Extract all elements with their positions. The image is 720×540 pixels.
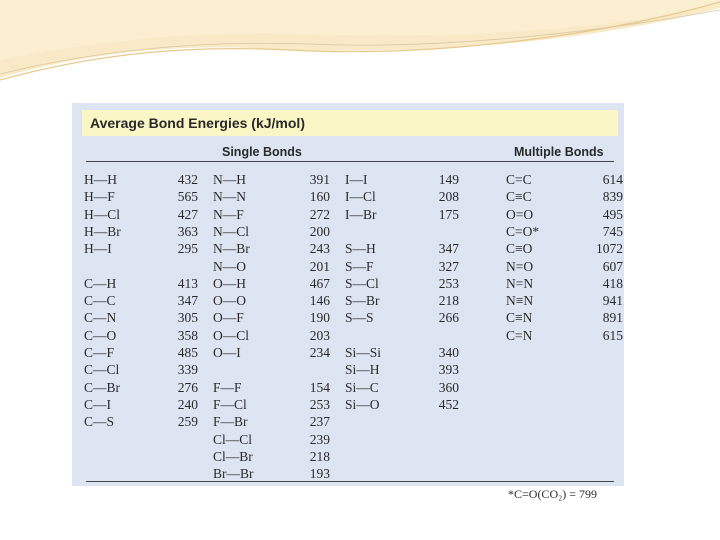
bond-energy-value: 240	[177, 396, 198, 412]
multiple-bonds-header: Multiple Bonds	[514, 145, 604, 159]
bond-energy-value: 485	[177, 345, 198, 360]
bond-label: C—I	[84, 396, 111, 412]
bond-energy-value: 615	[602, 327, 623, 343]
bond-energy-value: 305	[177, 310, 198, 326]
bond-energy-value: 266	[438, 310, 459, 326]
bond-energy-value: 203	[309, 327, 330, 343]
bond-energy-value: 208	[438, 189, 459, 205]
footnote: *C=O(CO₂) = 799	[508, 487, 598, 501]
bond-energy-value: 358	[177, 327, 198, 343]
bond-label: O—F	[213, 310, 244, 326]
bond-label: F—Cl	[213, 396, 247, 412]
bond-label: C—S	[84, 414, 115, 430]
bond-label: N=O	[506, 258, 534, 274]
bond-label: Si—O	[345, 396, 380, 412]
bond-energy-value: 218	[438, 293, 459, 309]
bond-energy-value: 200	[309, 223, 330, 239]
bond-label: N—H	[213, 172, 246, 187]
bond-energy-value: 607	[602, 258, 623, 274]
single-bonds-header: Single Bonds	[222, 145, 302, 159]
bond-label: F—F	[213, 379, 242, 395]
bond-label: Si—Si	[345, 345, 382, 360]
bond-energy-value: 154	[309, 379, 330, 395]
bond-label: O—H	[213, 275, 246, 291]
bond-label: Br—Br	[213, 466, 254, 482]
bond-label: Cl—Cl	[213, 431, 253, 447]
bond-label: H—H	[84, 172, 117, 187]
bond-label: N—O	[213, 258, 246, 274]
bond-label: S—H	[345, 241, 376, 257]
bond-label: I—I	[345, 172, 368, 187]
bond-energy-value: 363	[177, 223, 198, 239]
bond-label: I—Br	[345, 206, 377, 222]
bond-energy-value: 347	[177, 293, 198, 309]
bond-energy-value: 745	[602, 223, 623, 239]
bond-label: O—Cl	[213, 327, 250, 343]
bond-label: N—N	[213, 189, 246, 205]
bond-label: H—I	[84, 241, 112, 257]
bond-label: I—Cl	[345, 189, 376, 205]
bond-energy-value: 340	[438, 345, 459, 360]
bond-label: S—Cl	[345, 275, 379, 291]
bond-label: C—N	[84, 310, 117, 326]
bond-energy-value: 614	[602, 172, 623, 187]
table-title: Average Bond Energies (kJ/mol)	[90, 115, 305, 131]
bond-label: C=C	[506, 172, 532, 187]
bond-energy-value: 146	[309, 293, 330, 309]
bond-energy-value: 347	[438, 241, 459, 257]
bond-energy-value: 193	[309, 466, 330, 482]
bond-label: C—Cl	[84, 362, 120, 378]
bond-label: S—S	[345, 310, 374, 326]
bond-energy-value: 565	[177, 189, 198, 205]
bond-energy-value: 1072	[596, 241, 623, 257]
bond-energy-value: 276	[177, 379, 198, 395]
bond-energies-table	[72, 103, 624, 501]
bond-label: C—H	[84, 275, 117, 291]
bond-label: C≡C	[506, 189, 532, 205]
bond-label: N=N	[506, 275, 534, 291]
bond-label: C—F	[84, 345, 115, 360]
bond-label: C—C	[84, 293, 116, 309]
bond-energy-value: 467	[309, 275, 330, 291]
bond-label: C=O*	[506, 223, 540, 239]
bond-label: H—F	[84, 189, 115, 205]
bond-label: S—Br	[345, 293, 380, 309]
bond-energy-value: 149	[438, 172, 459, 187]
bond-label: C≡O	[506, 241, 533, 257]
bond-label: O—I	[213, 345, 241, 360]
bond-energy-value: 239	[309, 431, 330, 447]
bond-label: C≡N	[506, 310, 533, 326]
bond-label: C—Br	[84, 379, 121, 395]
bond-energy-value: 418	[602, 275, 623, 291]
bond-energy-value: 391	[309, 172, 330, 187]
bond-energy-value: 393	[438, 362, 459, 378]
bond-energy-value: 237	[309, 414, 330, 430]
bond-energy-value: 295	[177, 241, 198, 257]
bond-energy-value: 253	[438, 275, 459, 291]
bond-label: N—F	[213, 206, 244, 222]
bond-energy-value: 941	[602, 293, 623, 309]
bond-label: C=N	[506, 327, 533, 343]
bond-label: H—Cl	[84, 206, 121, 222]
bond-label: H—Br	[84, 223, 121, 239]
bond-energy-value: 218	[309, 448, 330, 464]
bond-energy-value: 253	[309, 396, 330, 412]
bond-label: F—Br	[213, 414, 248, 430]
bond-energy-value: 413	[177, 275, 198, 291]
bond-label: N—Br	[213, 241, 250, 257]
bond-energy-value: 259	[177, 414, 198, 430]
bond-energy-value: 327	[438, 258, 459, 274]
bond-label: C—O	[84, 327, 117, 343]
bond-energy-value: 272	[309, 206, 330, 222]
header-rule	[86, 161, 614, 162]
bond-energy-value: 891	[602, 310, 623, 326]
bond-label: S—F	[345, 258, 374, 274]
bond-energy-value: 243	[309, 241, 330, 257]
bottom-rule	[86, 481, 614, 482]
bond-energy-value: 234	[309, 345, 330, 360]
bond-energy-value: 190	[309, 310, 330, 326]
bond-label: Cl—Br	[213, 448, 253, 464]
bond-label: Si—C	[345, 379, 379, 395]
bond-label: N—Cl	[213, 223, 250, 239]
bond-energy-value: 452	[438, 396, 459, 412]
bond-energy-value: 432	[177, 172, 198, 187]
bond-energy-value: 175	[438, 206, 459, 222]
bond-energy-value: 495	[602, 206, 623, 222]
header-swoosh-decoration	[0, 0, 720, 100]
bond-energy-value: 160	[309, 189, 330, 205]
bond-label: Si—H	[345, 362, 380, 378]
bond-label: O=O	[506, 206, 534, 222]
bond-label: O—O	[213, 293, 246, 309]
bond-energy-value: 427	[177, 206, 198, 222]
bond-energy-value: 839	[602, 189, 623, 205]
bond-label: N≡N	[506, 293, 534, 309]
bond-energy-value: 360	[438, 379, 459, 395]
bond-energy-value: 201	[309, 258, 330, 274]
bond-energy-value: 339	[177, 362, 198, 378]
